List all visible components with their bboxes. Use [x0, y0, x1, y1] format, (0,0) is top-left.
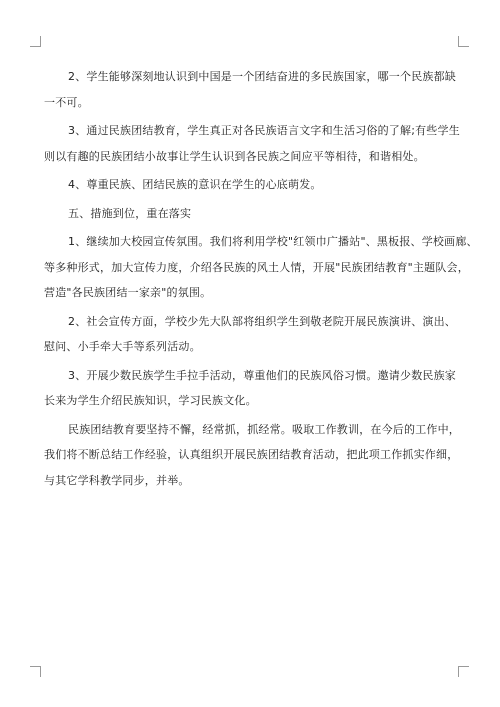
- paragraph-line: 2、社会宣传方面，学校少先大队部将组织学生到敬老院开展民族演讲、演出、: [68, 314, 456, 328]
- paragraph-measure-2: [44, 309, 464, 360]
- paragraph-measure-3: [44, 363, 464, 414]
- paragraph-point-3: [44, 118, 464, 169]
- paragraph-line: 3、开展少数民族学生手拉手活动，尊重他们的民族风俗习惯。邀请少数民族家: [68, 368, 456, 382]
- paragraph-line: 与其它学科教学同步，并举。: [44, 473, 190, 487]
- paragraph-line: 一不可。: [44, 95, 89, 109]
- paragraph-conclusion: [44, 417, 464, 494]
- paragraph-line: 民族团结教育要坚持不懈，经常抓，抓经常。吸取工作教训，在今后的工作中，: [68, 422, 460, 436]
- crop-mark-top-left: [30, 36, 41, 47]
- section-heading: [44, 201, 464, 227]
- paragraph-line: 4、尊重民族、团结民族的意识在学生的心底萌发。: [68, 178, 322, 191]
- paragraph-line: 慰问、小手牵大手等系列活动。: [44, 340, 201, 353]
- paragraph-measure-1: [44, 229, 478, 306]
- crop-mark-bottom-left: [30, 666, 41, 677]
- crop-mark-bottom-right: [458, 666, 469, 677]
- paragraph-point-2: [44, 64, 464, 115]
- paragraph-line: 则以有趣的民族团结小故事让学生认识到各民族之间应平等相待，和谐相处。: [44, 149, 425, 163]
- crop-mark-top-right: [458, 36, 469, 47]
- section-heading-text: 五、措施到位，重在落实: [68, 206, 192, 220]
- paragraph-line: 我们将不断总结工作经验，认真组织开展民族团结教育活动，把此项工作抓实作细，: [44, 448, 459, 461]
- paragraph-line: 1、继续加大校园宣传氛围。我们将利用学校"红领巾广播站"、黑板报、学校画廊、: [68, 235, 478, 248]
- paragraph-line: 营造"各民族团结一家亲"的氛围。: [44, 286, 212, 299]
- paragraph-line: 2、学生能够深刻地认识到中国是一个团结奋进的多民族国家，哪一个民族都缺: [68, 70, 456, 83]
- paragraph-line: 3、通过民族团结教育，学生真正对各民族语言文字和生活习俗的了解;有些学生: [68, 124, 460, 137]
- paragraph-point-4: [44, 172, 464, 198]
- document-body: [44, 64, 478, 493]
- paragraph-line: 等多种形式，加大宣传力度，介绍各民族的风土人情，开展"民族团结教育"主题队会，: [44, 260, 469, 274]
- paragraph-line: 长来为学生介绍民族知识，学习民族文化。: [44, 394, 257, 407]
